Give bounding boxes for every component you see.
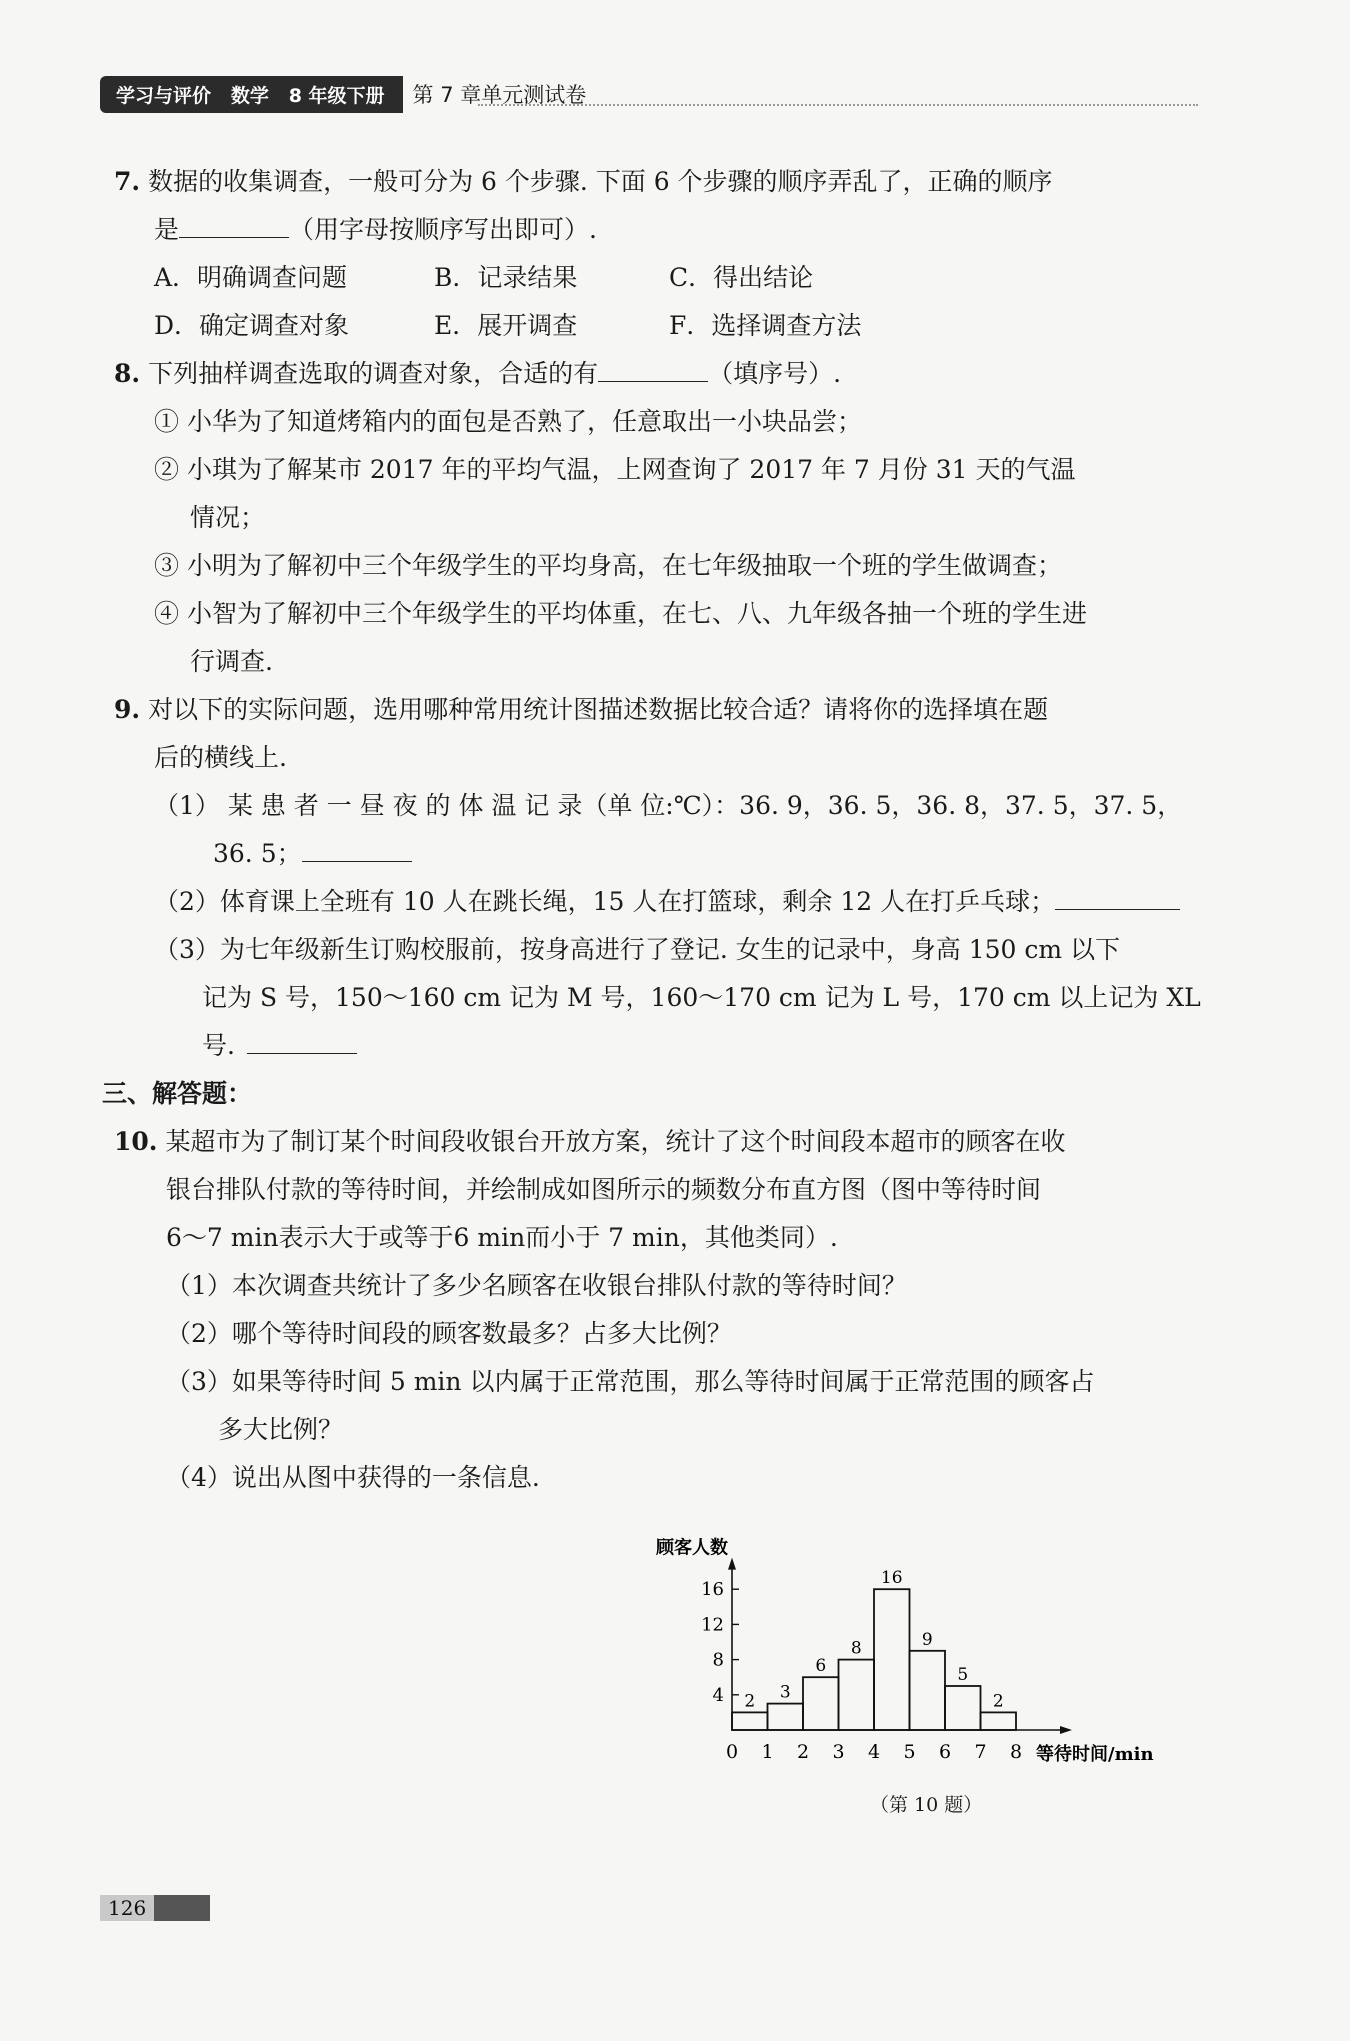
q10-sub-3-cont: 多大比例？ (218, 1415, 344, 1444)
q7-option-c: C．得出结论 (669, 263, 814, 292)
histogram-bar (945, 1686, 981, 1730)
x-tick-label: 3 (832, 1741, 845, 1763)
chapter-title: 第 7 章单元测试卷 (412, 82, 587, 107)
q7-options-row-2 (154, 309, 861, 343)
bar-value-label: 16 (880, 1568, 903, 1589)
histogram-bar (839, 1660, 875, 1730)
q7-option-e: E．展开调查 (434, 311, 578, 340)
q9-part-1-cont (213, 837, 412, 871)
page-header (100, 76, 586, 113)
q9-part-3-cont: 记为 S 号，150～160 cm 记为 M 号，160～170 cm 记为 L 号，170 cm 以上记为 XL (202, 983, 1201, 1012)
x-axis-arrow (1060, 1726, 1072, 1734)
section-3-title: 三、解答题： (102, 1079, 253, 1108)
bar-value-label: 5 (957, 1665, 969, 1685)
y-axis-label: 顾客人数 (656, 1537, 728, 1559)
q8-item-2: ② 小琪为了解某市 2017 年的平均气温，上网查询了 2017 年 7 月份 31 天的气温 (154, 455, 1076, 484)
x-tick-label: 1 (761, 1741, 774, 1763)
x-tick-label: 6 (938, 1741, 952, 1763)
bar-value-label: 6 (815, 1656, 827, 1677)
q7-option-f: F．选择调查方法 (669, 311, 862, 340)
x-tick-label: 5 (903, 1741, 916, 1763)
x-tick-label: 4 (867, 1741, 881, 1763)
q8-item-3: ③ 小明为了解初中三个年级学生的平均身高，在七年级抽取一个班的学生做调查； (154, 551, 1062, 580)
q9-part-1-values: 36. 5； (213, 839, 302, 868)
q7-number: 7. (114, 167, 141, 196)
y-tick-label: 8 (712, 1649, 724, 1671)
histogram-bar (910, 1651, 946, 1730)
histogram-bar (874, 1589, 910, 1730)
q7-options-row-1 (154, 261, 813, 295)
q8-item-4: ④ 小智为了解初中三个年级学生的平均体重，在七、八、九年级各抽一个班的学生进 (154, 599, 1087, 628)
q7-line-2 (154, 213, 597, 247)
x-tick-label: 2 (796, 1741, 810, 1763)
q8-line-1 (114, 357, 841, 391)
q9-part-2-blank[interactable] (1055, 887, 1180, 910)
bar-value-label: 8 (850, 1638, 862, 1659)
x-tick-label: 7 (974, 1741, 987, 1763)
page-number: 126 (100, 1895, 154, 1921)
q9-part-3-text: 号. (202, 1031, 235, 1060)
histogram-bar (981, 1712, 1017, 1730)
q7-line-1 (114, 165, 1053, 199)
q9-line-1 (114, 693, 1048, 727)
q10-text-2: 银台排队付款的等待时间，并绘制成如图所示的频数分布直方图（图中等待时间 (166, 1175, 1042, 1204)
q8-text-b: （填序号）. (708, 359, 842, 388)
y-tick-label: 16 (701, 1579, 724, 1601)
histogram-bar (768, 1704, 804, 1730)
q10-sub-4: （4）说出从图中获得的一条信息. (166, 1463, 540, 1492)
figure-caption: （第 10 题） (870, 1794, 983, 1816)
q7-text-1: 数据的收集调查，一般可分为 6 个步骤. 下面 6 个步骤的顺序弄乱了，正确的顺序 (148, 167, 1053, 196)
bar-value-label: 3 (779, 1682, 791, 1703)
q10-sub-2: （2）哪个等待时间段的顾客数最多？占多大比例？ (166, 1319, 732, 1348)
q8-text-a: 下列抽样调查选取的调查对象，合适的有 (148, 359, 599, 388)
q9-number: 9. (114, 695, 141, 724)
book-series-label: 学习与评价 数学 8 年级下册 (100, 76, 403, 113)
y-tick-label: 4 (712, 1684, 724, 1706)
q7-answer-blank[interactable] (179, 215, 289, 238)
q9-part-1: （1） 某 患 者 一 昼 夜 的 体 温 记 录（单 位:℃）：36. 9，36. 5，36. 8，37. 5，37. 5， (154, 791, 1183, 820)
q8-item-1: ① 小华为了知道烤箱内的面包是否熟了，任意取出一小块品尝； (154, 407, 862, 436)
q7-option-b: B．记录结果 (434, 263, 578, 292)
q9-part-1-blank[interactable] (302, 839, 412, 862)
q7-option-a: A．明确调查问题 (154, 263, 348, 292)
q7-text-2b: （用字母按顺序写出即可）. (289, 215, 597, 244)
x-tick-label: 0 (725, 1741, 739, 1763)
histogram-bar (803, 1677, 839, 1730)
y-tick-label: 12 (701, 1614, 724, 1636)
bar-value-label: 9 (921, 1629, 933, 1650)
x-tick-label: 8 (1009, 1741, 1023, 1763)
q9-part-2-text: （2）体育课上全班有 10 人在跳长绳，15 人在打篮球，剩余 12 人在打乒乓球； (154, 887, 1056, 916)
q8-item-2-cont: 情况； (190, 503, 266, 532)
q10-sub-1: （1）本次调查共统计了多少名顾客在收银台排队付款的等待时间？ (166, 1271, 907, 1300)
bar-value-label: 2 (744, 1691, 756, 1712)
q10-sub-3: （3）如果等待时间 5 min 以内属于正常范围，那么等待时间属于正常范围的顾客占 (166, 1367, 1095, 1396)
x-axis-label: 等待时间/min (1036, 1744, 1154, 1765)
q7-option-d: D．确定调查对象 (154, 311, 350, 340)
header-dotted-rule (478, 104, 1198, 106)
page-number-bar (100, 1895, 210, 1921)
histogram-chart (640, 1530, 1180, 1800)
q7-text-2a: 是 (154, 215, 180, 244)
q9-part-3: （3）为七年级新生订购校服前，按身高进行了登记. 女生的记录中，身高 150 cm 以下 (154, 935, 1121, 964)
q9-part-2 (154, 885, 1180, 919)
q10-line-1 (114, 1125, 1065, 1159)
q10-number: 10. (114, 1127, 158, 1156)
q10-text-1: 某超市为了制订某个时间段收银台开放方案，统计了这个时间段本超市的顾客在收 (165, 1127, 1066, 1156)
q9-part-3-blank[interactable] (247, 1031, 357, 1054)
y-axis-arrow (728, 1558, 736, 1570)
q8-answer-blank[interactable] (598, 359, 708, 382)
q9-part-3-end (202, 1029, 357, 1063)
q8-item-4-cont: 行调查. (190, 647, 273, 676)
q9-text-2: 后的横线上. (154, 743, 287, 772)
q10-text-3: 6～7 min表示大于或等于6 min而小于 7 min，其他类同）. (166, 1223, 838, 1252)
histogram-bar (732, 1712, 768, 1730)
q9-text-1: 对以下的实际问题，选用哪种常用统计图描述数据比较合适？请将你的选择填在题 (148, 695, 1049, 724)
bar-value-label: 2 (992, 1691, 1004, 1712)
q8-number: 8. (114, 359, 141, 388)
